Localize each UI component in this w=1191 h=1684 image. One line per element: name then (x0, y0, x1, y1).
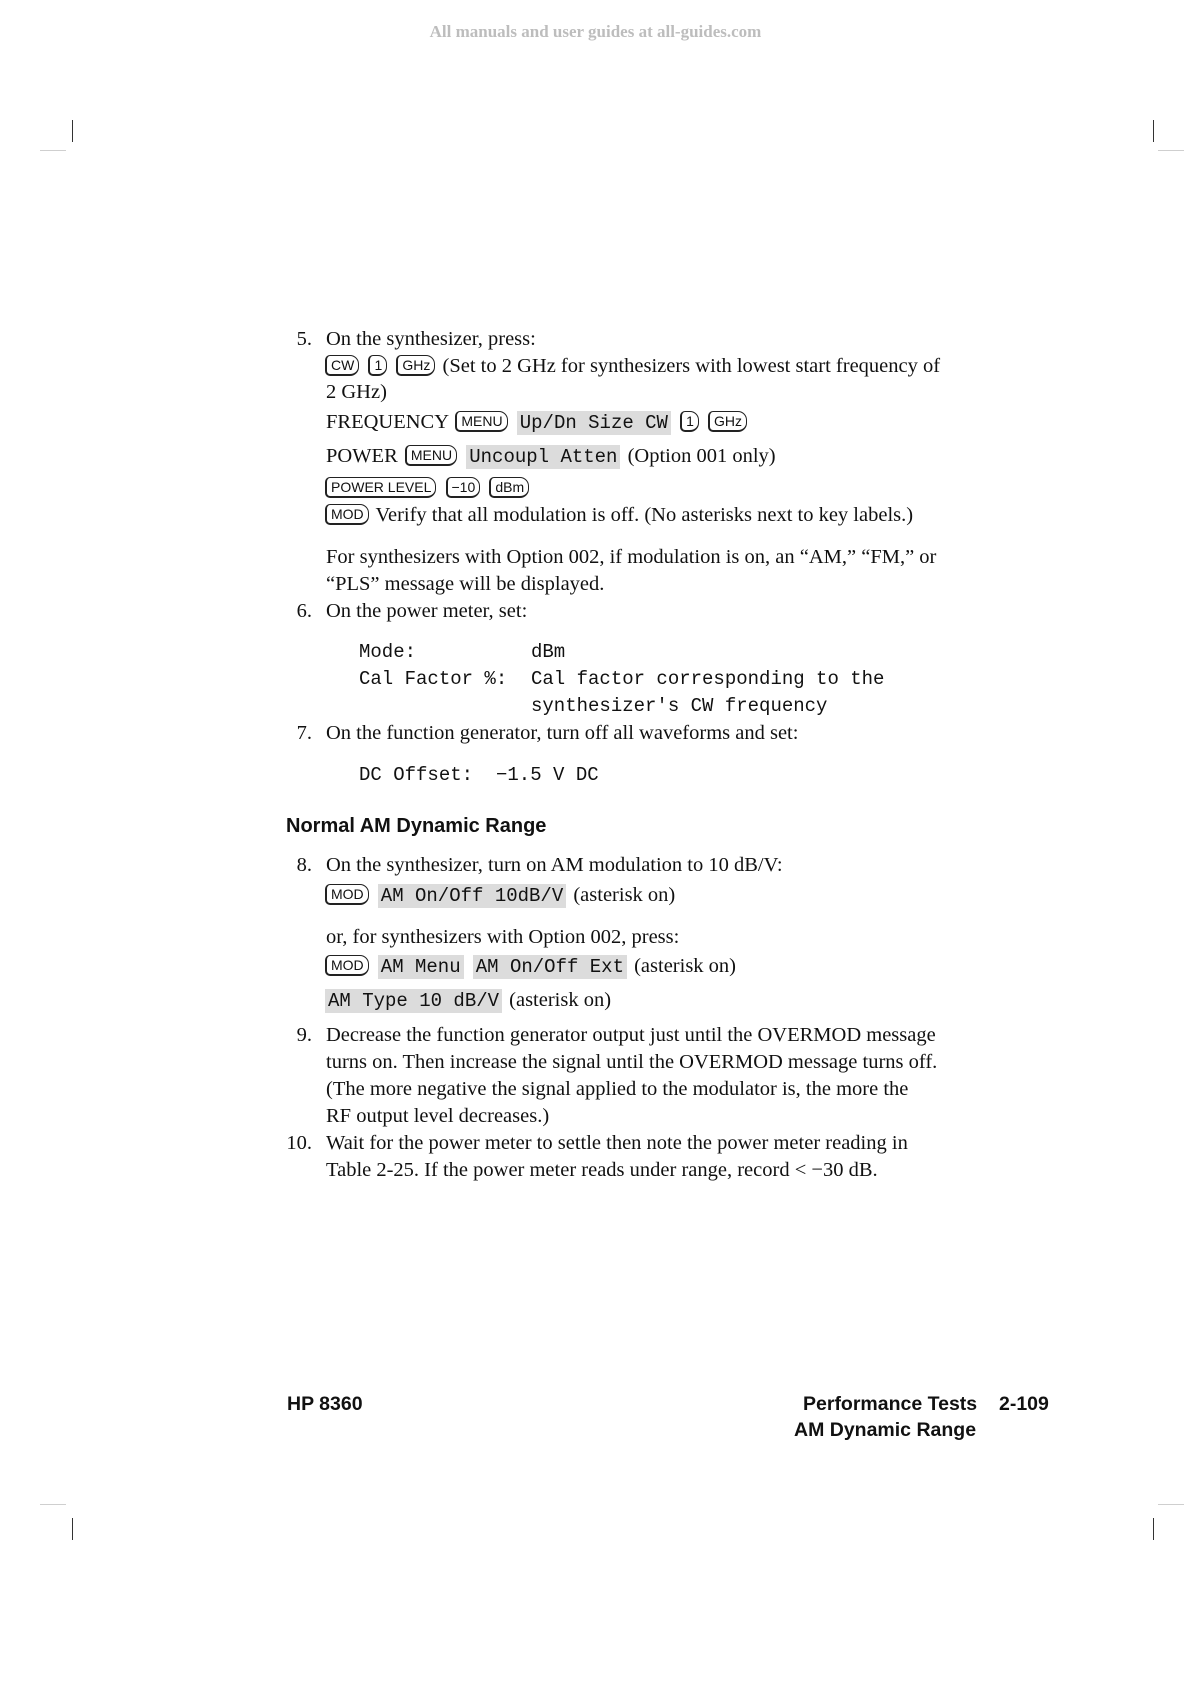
step-9-line-3: (The more negative the signal applied to the modulator is, the more the (326, 1078, 909, 1100)
am-on-off-ext-softkey[interactable]: AM On/Off Ext (473, 955, 627, 979)
asterisk-note: (asterisk on) (509, 989, 612, 1011)
footer-model: HP 8360 (287, 1393, 363, 1415)
step-5-line-5 (323, 503, 913, 527)
crop-mark (1153, 120, 1154, 142)
option-note: (Option 001 only) (627, 445, 776, 467)
step-5-line-1-cont: 2 GHz) (326, 381, 387, 403)
footer-section-title: Performance Tests (803, 1393, 978, 1415)
mode-value: dBm (531, 641, 566, 663)
crop-mark (40, 150, 66, 151)
step-number: 8. (296, 854, 312, 876)
crop-mark (40, 1504, 66, 1505)
step-5-line-1 (323, 354, 940, 378)
ghz-key[interactable]: GHz (708, 411, 747, 432)
cal-factor-value-line-1: Cal factor corresponding to the (531, 668, 885, 690)
am-menu-softkey[interactable]: AM Menu (378, 955, 464, 979)
step-5-line-3 (326, 444, 776, 469)
am-on-off-10db-v-softkey[interactable]: AM On/Off 10dB/V (378, 884, 566, 908)
step-number: 9. (296, 1024, 312, 1046)
step-9-line-1: Decrease the function generator output just until the OVERMOD message (326, 1024, 936, 1046)
power-label: POWER (326, 445, 398, 467)
section-heading: Normal AM Dynamic Range (286, 815, 547, 837)
verify-text: Verify that all modulation is off. (No asterisks next to key labels.) (375, 504, 914, 526)
frequency-label: FREQUENCY (326, 411, 449, 433)
step-5-note-line-1: For synthesizers with Option 002, if modulation is on, an “AM,” “FM,” or (326, 546, 937, 568)
step-8-line-2 (323, 954, 736, 979)
step-8-line-3 (323, 988, 611, 1013)
step-number: 10. (286, 1132, 312, 1154)
step-7-intro: On the function generator, turn off all waveforms and set: (326, 722, 799, 744)
menu-key[interactable]: MENU (405, 445, 457, 466)
cal-factor-value-line-2: synthesizer's CW frequency (531, 695, 828, 717)
mod-key[interactable]: MOD (325, 504, 369, 525)
step-5-line-4 (323, 476, 531, 500)
step-number: 6. (296, 600, 312, 622)
menu-key[interactable]: MENU (455, 411, 507, 432)
step-10-line-1: Wait for the power meter to settle then note the power meter reading in (326, 1132, 908, 1154)
crop-mark (72, 1518, 73, 1540)
cal-factor-label: Cal Factor %: (359, 668, 508, 690)
step-6-intro: On the power meter, set: (326, 600, 528, 622)
cw-key[interactable]: CW (325, 355, 359, 376)
crop-mark (1158, 150, 1184, 151)
one-key[interactable]: 1 (680, 411, 699, 432)
up-dn-size-cw-softkey[interactable]: Up/Dn Size CW (517, 411, 671, 435)
footer-subsection: AM Dynamic Range (794, 1419, 977, 1441)
dc-offset-value: −1.5 V DC (496, 764, 599, 786)
step-number: 7. (296, 722, 312, 744)
minus-ten-key[interactable]: −10 (446, 477, 481, 498)
one-key[interactable]: 1 (368, 355, 387, 376)
step-10-line-2: Table 2-25. If the power meter reads under range, record < −30 dB. (326, 1159, 878, 1181)
crop-mark (1158, 1504, 1184, 1505)
step-8-or-text: or, for synthesizers with Option 002, press: (326, 926, 680, 948)
step-9-line-4: RF output level decreases.) (326, 1105, 550, 1127)
uncoupl-atten-softkey[interactable]: Uncoupl Atten (466, 445, 620, 469)
step-5-note-line-2: “PLS” message will be displayed. (326, 573, 605, 595)
step-5-intro: On the synthesizer, press: (326, 328, 536, 350)
step-9-line-2: turns on. Then increase the signal until the OVERMOD message turns off. (326, 1051, 938, 1073)
am-type-10-db-v-softkey[interactable]: AM Type 10 dB/V (325, 989, 502, 1013)
step-8-intro: On the synthesizer, turn on AM modulation to 10 dB/V: (326, 854, 783, 876)
footer-page-number: 2-109 (999, 1393, 1049, 1415)
step-number: 5. (296, 328, 312, 350)
asterisk-note: (asterisk on) (634, 955, 737, 977)
ghz-key[interactable]: GHz (396, 355, 435, 376)
crop-mark (1153, 1518, 1154, 1540)
dc-offset-label: DC Offset: (359, 764, 474, 786)
mode-label: Mode: (359, 641, 417, 663)
step-5-line-1-text: (Set to 2 GHz for synthesizers with lowest start frequency of (442, 355, 941, 377)
watermark: All manuals and user guides at all-guides.com (429, 22, 762, 41)
step-8-line-1 (323, 883, 675, 908)
asterisk-note: (asterisk on) (573, 884, 676, 906)
power-level-key[interactable]: POWER LEVEL (325, 477, 436, 498)
mod-key[interactable]: MOD (325, 884, 369, 905)
step-5-line-2 (326, 410, 749, 435)
mod-key[interactable]: MOD (325, 955, 369, 976)
crop-mark (72, 120, 73, 142)
dbm-key[interactable]: dBm (489, 477, 529, 498)
